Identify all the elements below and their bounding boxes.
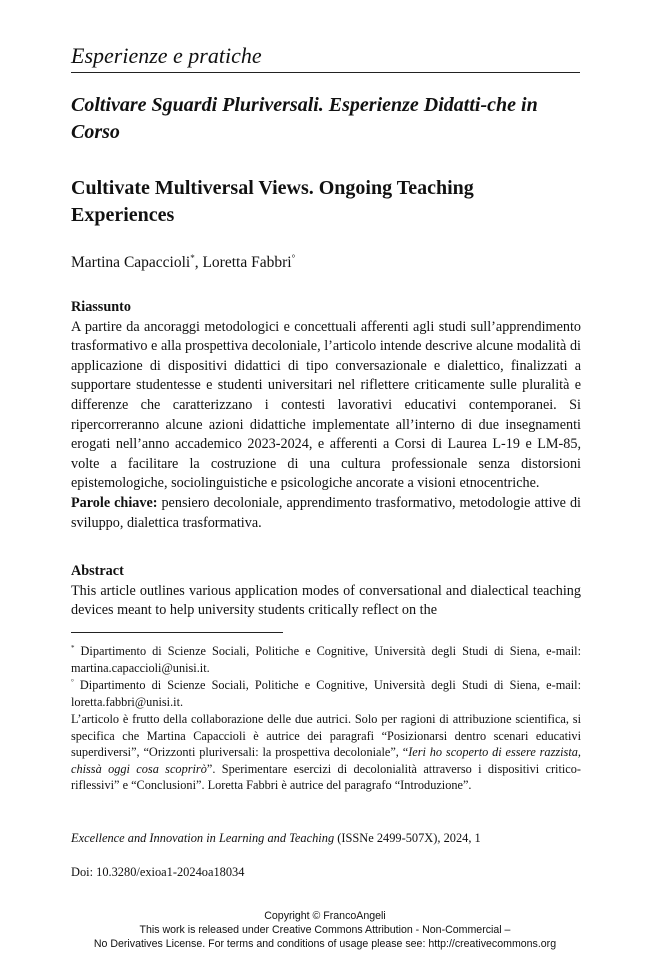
section-header: Esperienze e pratiche [71,42,580,73]
footnote-marker: ° [71,677,74,686]
authorship-note [71,711,581,794]
doi: Doi: 10.3280/exioa1-2024oa18034 [71,865,245,879]
footnote-text: Dipartimento di Scienze Sociali, Politiche e Cognitive, Università degli Studi di Siena, e-mail: martina.capaccioli@unisi.it. [71,644,581,675]
keywords-label: Parole chiave: [71,494,158,511]
keywords-text: pensiero decoloniale, apprendimento trasformativo, metodologie attive di sviluppo, dialettica trasformativa. [71,494,581,531]
license-line: This work is released under Creative Commons Attribution - Non-Commercial – [139,924,511,936]
riassunto-heading: Riassunto [71,299,131,315]
footnote-author2 [71,677,581,710]
footnote-text: Dipartimento di Scienze Sociali, Politiche e Cognitive, Università degli Studi di Siena, e-mail: loretta.fabbri@unisi.it. [71,678,581,709]
journal-citation [71,830,481,846]
abstract-heading: Abstract [71,563,124,579]
license-footer [0,909,650,951]
riassunto-section [71,298,581,533]
abstract-text: This article outlines various application modes of conversational and dialectical teaching devices meant to help university students critically reflect on the [71,582,581,619]
footnote-marker: * [190,252,195,263]
footnote-author1 [71,643,581,676]
authorship-note-text: L’articolo è frutto della collaborazione delle due autrici. Solo per ragioni di attribuzione scientifica, si specifica che Martina Capaccioli è autrice dei paragrafi “Posizionarsi dentro scenari educativi superdiversi”, “Orizzonti pluriversali: la prospettiva decoloniale”, “ [71,712,581,759]
license-line: No Derivatives License. For terms and conditions of usage please see: http://creativecommons.org [93,938,557,950]
authorship-note-italic-title: Ieri ho scoperto di essere razzista, chissà oggi cosa scoprirò [71,745,581,776]
footnote-marker: * [71,643,75,652]
author-separator: , [194,254,203,271]
abstract-section [71,562,581,621]
journal-name: Excellence and Innovation in Learning and Teaching [71,831,335,845]
author-name: Loretta Fabbri [202,254,292,271]
journal-details: (ISSNe 2499-507X), 2024, 1 [334,831,481,845]
author-line [71,253,295,273]
article-title-english: Cultivate Multiversal Views. Ongoing Teaching Experiences [71,177,474,226]
keywords-line [71,494,581,533]
footnote-divider [71,632,283,633]
footnote-marker: ° [291,252,296,263]
article-title-italian: Coltivare Sguardi Pluriversali. Esperienze Didatti-che in Corso [71,94,538,143]
author-name: Martina Capaccioli [71,254,191,271]
riassunto-text: A partire da ancoraggi metodologici e concettuali afferenti agli studi sull’apprendimento trasformativo e alla prospettiva decoloniale, l’articolo intende descrive alcune modalità di applicazione di dispositivi didattici di tipo conversazionale e dialettico, finalizzati a supportare studentesse e studenti universitari nel riflettere criticamente sulle pluralità e differenze che caratterizzano i contesti lavorativi educativi contemporanei. Si ripercorreranno alcune azioni didattiche implementate all’interno di due insegnamenti erogati nell’anno accademico 2023-2024, e afferenti a Corsi di Laurea L-19 e LM-85, volte a facilitare la costruzione di una cultura professionale senza distorsioni epistemologiche, sociolinguistiche e psicologiche ancorate a visioni etnocentriche. [71,318,581,492]
authorship-note-text-end: ”. Sperimentare esercizi di decolonialità attraverso i dispositivi critico-riflessivi” e “Conclusioni”. Loretta Fabbri è autrice del paragrafo “Introduzione”. [71,761,582,792]
copyright-line: Copyright © FrancoAngeli [264,910,386,922]
